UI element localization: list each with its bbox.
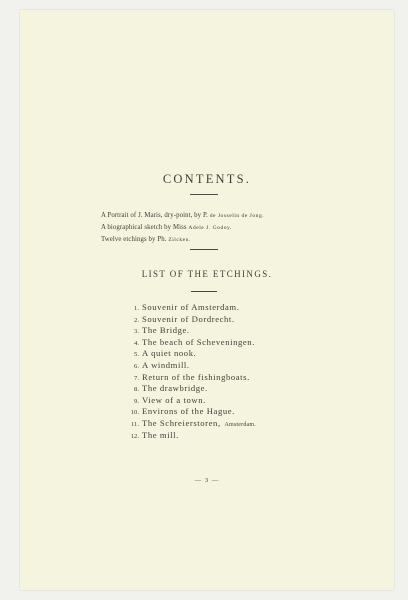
title-divider	[190, 194, 218, 195]
contents-title: CONTENTS.	[162, 172, 252, 186]
intro-line-etchings: Twelve etchings by Ph. Zilcken.	[101, 236, 191, 244]
etchings-heading: LIST OF THE ETCHINGS.	[141, 269, 273, 279]
etching-item: 6. A windmill.	[134, 359, 190, 370]
etching-item: 7. Return of the fishingboats.	[134, 371, 250, 382]
etching-item: 8. The drawbridge.	[134, 383, 208, 394]
etching-item: 2. Souvenir of Dordrecht.	[134, 313, 235, 324]
etching-item: 9. View of a town.	[134, 394, 206, 405]
etching-place: Amsterdam.	[224, 421, 256, 428]
etchings-list	[123, 302, 256, 441]
book-page	[20, 10, 394, 590]
section-divider	[190, 249, 218, 250]
page-number: — 3 —	[194, 477, 220, 484]
etching-item: 1. Souvenir of Amsterdam.	[134, 302, 240, 312]
etching-item: 4. The beach of Scheveningen.	[134, 336, 255, 347]
etching-item: 11. The Schreierstoren, Amsterdam.	[131, 417, 256, 428]
etching-item: 3. The Bridge.	[134, 325, 190, 336]
intro-line-sketch: A biographical sketch by Miss Adele J. Godoy.	[101, 224, 232, 232]
heading-divider	[191, 291, 217, 292]
contents-intro	[101, 210, 264, 247]
etching-item: 5. A quiet nook.	[134, 348, 197, 359]
intro-line-portrait: A Portrait of J. Maris, dry-point, by P. de Josselin de Jong.	[101, 212, 265, 219]
etching-item: 12. The mill.	[130, 429, 179, 440]
etching-item: 10. Environs of the Hague.	[130, 406, 235, 417]
